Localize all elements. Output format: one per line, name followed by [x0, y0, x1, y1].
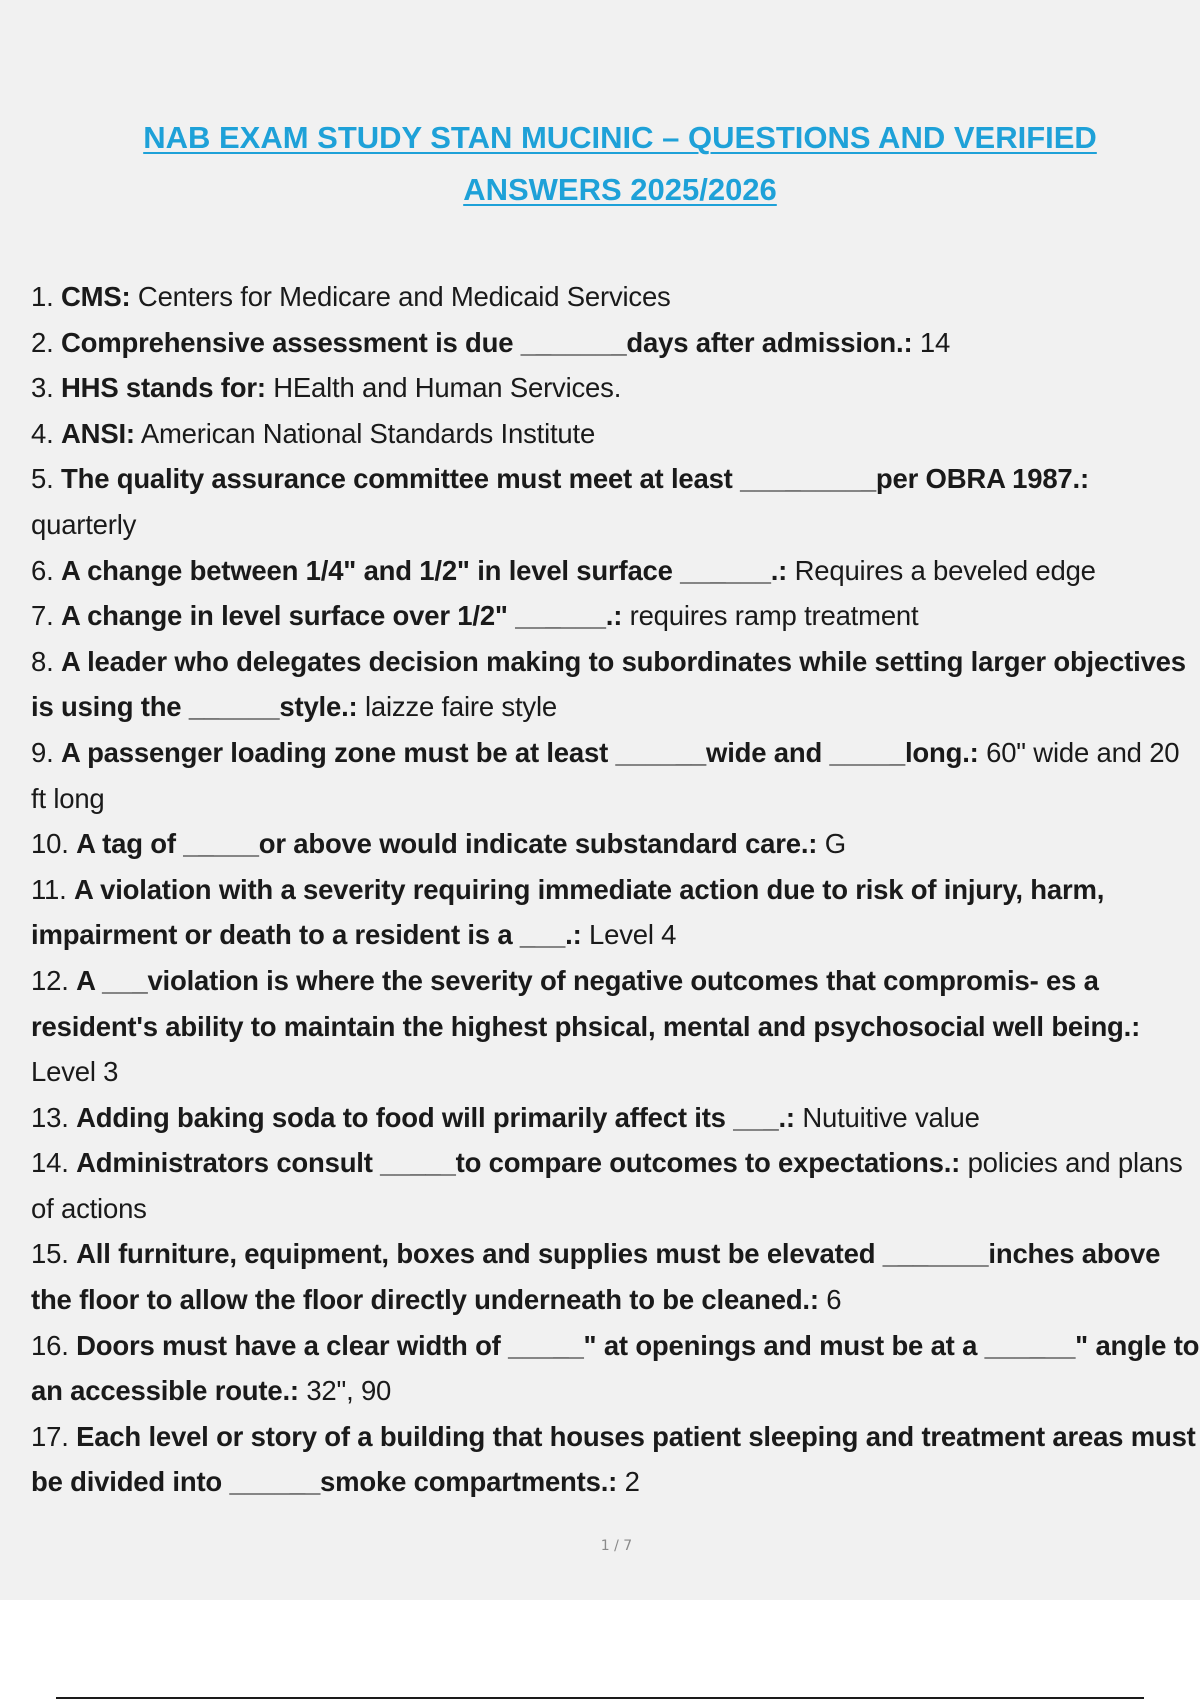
question-item-1: 1. CMS: Centers for Medicare and Medicaid Services	[31, 281, 671, 312]
question-item-9: 9. A passenger loading zone must be at least ______wide and _____long.: 60" wide and 20 ft long	[31, 736, 1180, 814]
question-item-16: 16. Doors must have a clear width of _____" at openings and must be at a ______" angle to an accessible route.: 32", 90	[31, 1329, 1200, 1407]
title-line-2: ANSWERS 2025/2026	[463, 172, 777, 207]
question-item-7: 7. A change in level surface over 1/2" ______.: requires ramp treatment	[31, 600, 919, 632]
question-item-15: 15. All furniture, equipment, boxes and supplies must be elevated _______inches above the floor to allow the floor directly underneath to be cleaned.: 6	[31, 1238, 1161, 1316]
bottom-divider	[56, 1697, 1144, 1699]
question-item-6: 6. A change between 1/4" and 1/2" in level surface ______.: Requires a beveled edge	[31, 554, 1096, 586]
page-indicator: 1 / 7	[600, 1538, 633, 1554]
question-item-2: 2. Comprehensive assessment is due _______days after admission.: 14	[31, 326, 951, 358]
question-item-4: 4. ANSI: American National Standards Institute	[31, 417, 596, 449]
question-item-5: 5. The quality assurance committee must meet at least _________per OBRA 1987.: quarterly	[31, 463, 1089, 540]
question-item-11: 11. A violation with a severity requiring immediate action due to risk of injury, harm, impairment or death to a resident is a ___.: Level 4	[31, 873, 1105, 951]
question-item-10: 10. A tag of _____or above would indicate substandard care.: G	[31, 828, 846, 860]
question-item-12: 12. A ___violation is where the severity of negative outcomes that compromis- es a resident's ability to maintain the highest phsical, mental and psychosocial well being.: Level 3	[31, 964, 1141, 1088]
document-title	[60, 112, 1180, 216]
question-item-8: 8. A leader who delegates decision making to subordinates while setting larger objectives is using the ______style.: laizze faire style	[31, 645, 1186, 723]
question-item-13: 13. Adding baking soda to food will primarily affect its ___.: Nutuitive value	[31, 1101, 980, 1133]
question-item-3: 3. HHS stands for: HEalth and Human Services.	[31, 372, 622, 404]
question-item-14: 14. Administrators consult _____to compare outcomes to expectations.: policies and plans of actions	[31, 1147, 1183, 1224]
question-list	[31, 274, 1200, 1505]
title-line-1: NAB EXAM STUDY STAN MUCINIC – QUESTIONS AND VERIFIED	[143, 120, 1097, 155]
question-item-17: 17. Each level or story of a building that houses patient sleeping and treatment areas must be divided into ______smoke compartments.: 2	[31, 1420, 1196, 1498]
